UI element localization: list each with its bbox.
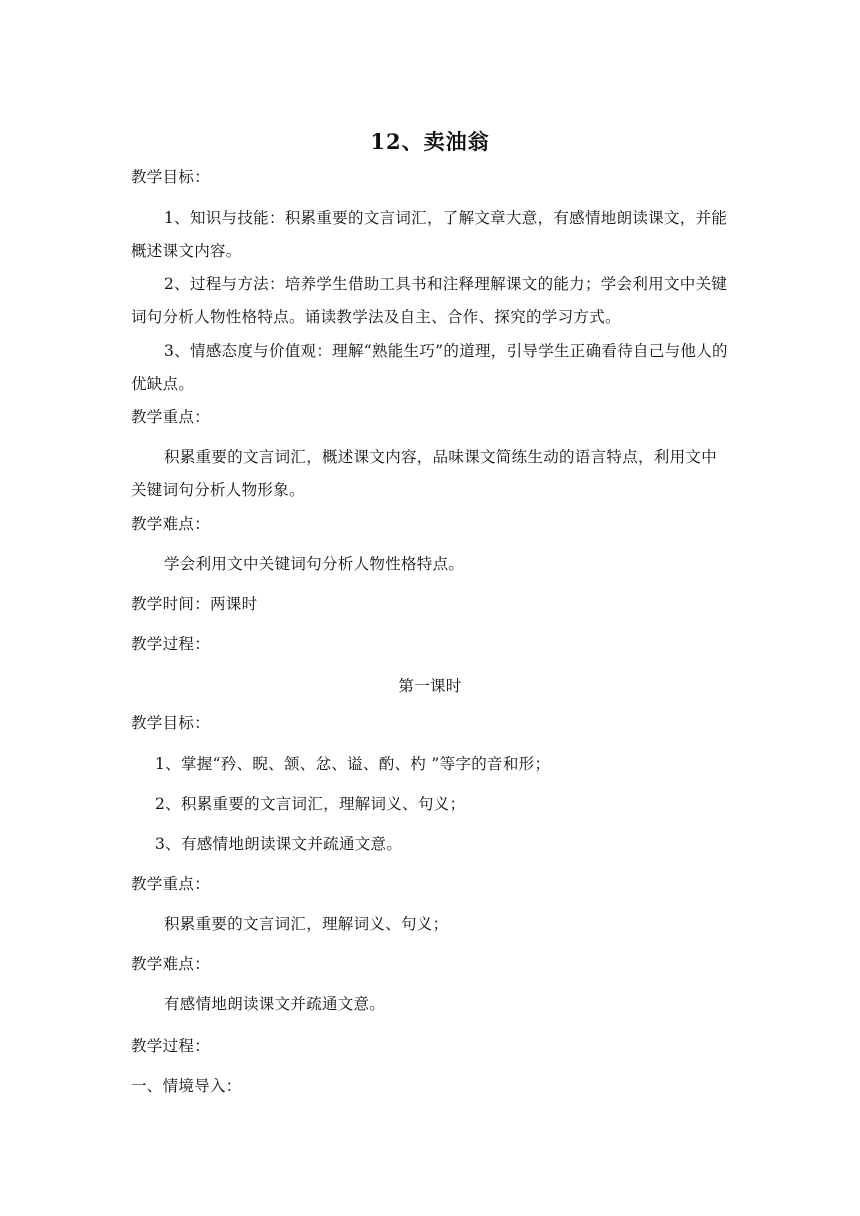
lesson-one-key-points-text: 积累重要的文言词汇，理解词义、句义； bbox=[164, 915, 449, 933]
objective-knowledge: 1、知识与技能：积累重要的文言词汇，了解文章大意，有感情地朗读课文，并能概述课文内容。 bbox=[131, 209, 728, 260]
document-title: 12、卖油翁 bbox=[370, 129, 490, 155]
lesson-one-objective-2: 2、积累重要的文言词汇，理解词义、句义； bbox=[155, 795, 466, 813]
lesson-one-objective-1: 1、掌握“矜、睨、颔、忿、谥、酌、杓 ”等字的音和形； bbox=[155, 755, 551, 773]
lesson-one-process-heading: 教学过程： bbox=[131, 1037, 211, 1055]
key-points-text: 积累重要的文言词汇，概述课文内容，品味课文简练生动的语言特点，利用文中关键词句分析人物形象。 bbox=[131, 448, 718, 499]
lesson-one-objective-3: 3、有感情地朗读课文并疏通文意。 bbox=[155, 835, 403, 853]
lesson-one-key-points-heading: 教学重点： bbox=[131, 875, 211, 893]
objective-values: 3、情感态度与价值观：理解“熟能生巧”的道理，引导学生正确看待自己与他人的优缺点。 bbox=[131, 342, 728, 393]
lesson-one-difficulties-heading: 教学难点： bbox=[131, 955, 211, 973]
section-heading-process: 教学过程： bbox=[131, 635, 211, 653]
section-heading-objectives: 教学目标： bbox=[131, 168, 211, 186]
lesson-one-objectives-heading: 教学目标： bbox=[131, 714, 211, 732]
lesson-one-difficulties-text: 有感情地朗读课文并疏通文意。 bbox=[164, 995, 386, 1013]
section-heading-key-points: 教学重点： bbox=[131, 408, 211, 426]
lesson-one-heading: 第一课时 bbox=[398, 677, 462, 695]
objective-process: 2、过程与方法：培养学生借助工具书和注释理解课文的能力；学会利用文中关键词句分析人物性格特点。诵读教学法及自主、合作、探究的学习方式。 bbox=[131, 275, 728, 326]
situation-intro-heading: 一、情境导入： bbox=[131, 1077, 242, 1095]
difficulties-text: 学会利用文中关键词句分析人物性格特点。 bbox=[164, 555, 465, 573]
teaching-time: 教学时间：两课时 bbox=[131, 595, 258, 613]
section-heading-difficulties: 教学难点： bbox=[131, 515, 211, 533]
